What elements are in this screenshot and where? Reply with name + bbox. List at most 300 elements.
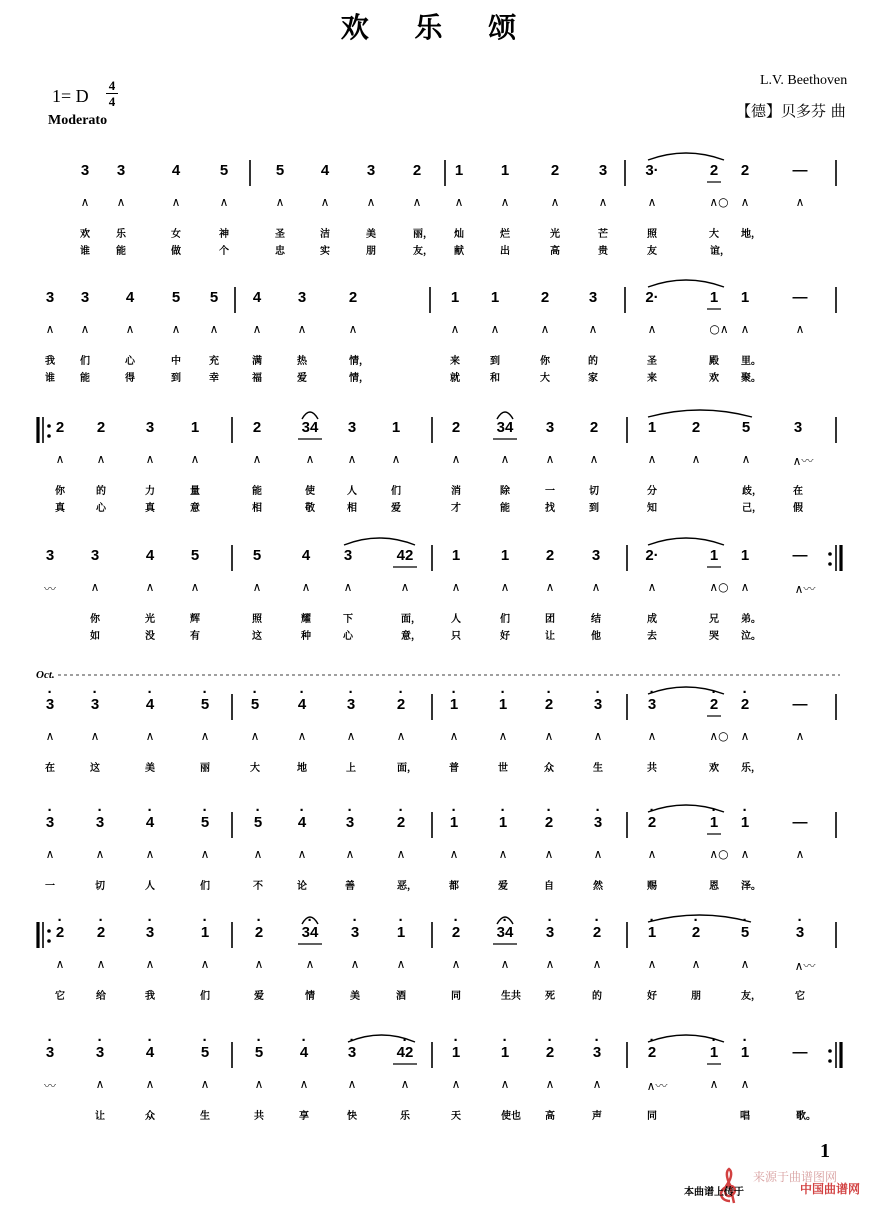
bowing-mark: ∧ (691, 452, 701, 466)
bowing-mark: ∧ (55, 452, 65, 466)
bowing-mark: ∧ (454, 195, 464, 209)
lyric: 己， (742, 503, 762, 514)
lyric: 相 (347, 503, 357, 514)
note: 2 (592, 924, 602, 941)
note: — (792, 162, 808, 179)
note: 3 (80, 289, 90, 306)
bowing-mark: ∧ (592, 1077, 602, 1091)
slur (648, 280, 724, 287)
bowing-mark: ∧ (500, 452, 510, 466)
lyric: 一 (545, 486, 555, 497)
note: 3 (598, 162, 608, 179)
note: 2· (645, 289, 659, 306)
octave-dot: · (742, 912, 748, 929)
bowing-mark: ∧ (795, 729, 805, 743)
bowing-mark: 〰 (43, 1079, 56, 1093)
lyric: 来 (450, 356, 460, 367)
note: 5 (254, 1044, 264, 1061)
lyric: 献 (454, 246, 464, 257)
lyric: 只 (451, 631, 461, 642)
bowing-mark: ∧ (200, 1077, 210, 1091)
repeat-dot (47, 939, 51, 943)
lyric: 做 (171, 246, 181, 257)
bowing-mark: ∧ (540, 322, 550, 336)
octave-dot: · (742, 684, 748, 701)
lyric: 乐 (400, 1111, 410, 1122)
bowing-mark: ∧ (95, 847, 105, 861)
note: 2 (589, 419, 599, 436)
note: 1 (709, 1044, 719, 1061)
octave-dot: · (348, 684, 354, 701)
note: 2 (540, 289, 550, 306)
lyric: 们 (391, 486, 401, 497)
bowing-mark: ∧ (647, 580, 657, 594)
octave-dot: · (47, 802, 53, 819)
bowing-mark: ∧ (795, 195, 805, 209)
lyric: 热 (297, 356, 307, 367)
lyric: 照 (647, 229, 657, 240)
bowing-mark: ∧ (145, 452, 155, 466)
note: 2 (550, 162, 560, 179)
note: 1 (740, 547, 750, 564)
note: 3 (45, 1044, 55, 1061)
slur (302, 412, 318, 419)
octave-dot: · (47, 1032, 53, 1049)
bowing-mark: ∧ (545, 452, 555, 466)
lyric: 在 (45, 763, 55, 774)
octave-dot: · (451, 684, 457, 701)
note: 3 (795, 924, 805, 941)
note: 3 (345, 814, 355, 831)
lyric: 心 (343, 631, 353, 642)
bowing-mark: ∧ (647, 322, 657, 336)
bowing-mark: ∧ (305, 957, 315, 971)
note: 2 (96, 419, 106, 436)
repeat-dot (47, 434, 51, 438)
lyric: 丽 (200, 763, 210, 774)
bowing-mark: ∧ (116, 195, 126, 209)
octave-dot: · (97, 802, 103, 819)
bowing-mark: ∧ (55, 957, 65, 971)
octave-dot: · (402, 1032, 408, 1049)
note: 2 (740, 162, 750, 179)
bowing-mark: ∧ (396, 957, 406, 971)
note: 2 (709, 696, 719, 713)
note: 3 (347, 1044, 357, 1061)
lyric: 这 (90, 763, 100, 774)
note: 5 (219, 162, 229, 179)
bowing-mark: ∧ (740, 580, 750, 594)
lyric: 辉 (190, 614, 200, 625)
lyric: 唱 (740, 1111, 750, 1122)
lyric: 友， (741, 991, 761, 1002)
bowing-mark: ∧ (343, 580, 353, 594)
bowing-mark: ∧ (740, 847, 750, 861)
bowing-mark: ∧ (588, 322, 598, 336)
lyric: 种 (301, 631, 311, 642)
bowing-mark: ∧ (345, 847, 355, 861)
bowing-mark: ∧ (350, 957, 360, 971)
bowing-mark: ∧ (592, 957, 602, 971)
note: 5 (200, 1044, 210, 1061)
lyric: 快 (347, 1111, 357, 1122)
lyric: 使 (305, 486, 315, 497)
octave-dot: · (147, 1032, 153, 1049)
lyric: 芒 (598, 229, 608, 240)
bowing-mark: ∧〰 (646, 1079, 668, 1093)
bowing-mark: ∧ (145, 729, 155, 743)
lyric: 去 (647, 631, 657, 642)
note: 2 (545, 547, 555, 564)
note: 2 (647, 1044, 657, 1061)
lyric: 得 (125, 373, 135, 384)
slur (497, 412, 513, 419)
note: 42 (396, 1044, 414, 1061)
octave-dot: · (147, 684, 153, 701)
note: 3 (545, 419, 555, 436)
octave-dot: · (256, 1032, 262, 1049)
bowing-mark: ∧ (250, 729, 260, 743)
note: 2 (412, 162, 422, 179)
octave-dot: · (649, 912, 655, 929)
note: 3· (645, 162, 659, 179)
bowing-mark: ∧ (297, 729, 307, 743)
lyric: 心 (96, 503, 106, 514)
lyric: 情 (305, 991, 315, 1002)
note: 34 (496, 419, 514, 436)
lyric: 殿 (709, 356, 719, 367)
lyric: 朋 (366, 246, 376, 257)
note: 4 (320, 162, 330, 179)
note: 2 (252, 419, 262, 436)
note: 1 (740, 814, 750, 831)
note: 2 (96, 924, 106, 941)
note: 1 (647, 419, 657, 436)
octave-dot: · (352, 912, 358, 929)
note: 3 (593, 696, 603, 713)
bowing-mark: ∧ (740, 957, 750, 971)
lyric: 真 (55, 503, 65, 514)
octave-dot: · (202, 1032, 208, 1049)
lyric: 你 (55, 486, 65, 497)
note: 3 (545, 924, 555, 941)
note: 1 (647, 924, 657, 941)
lyric: 团 (545, 614, 555, 625)
lyric: 生 (593, 763, 603, 774)
bowing-mark: ∧ (451, 1077, 461, 1091)
note: 1 (740, 1044, 750, 1061)
lyric: 高 (545, 1111, 555, 1122)
note: 2 (691, 419, 701, 436)
bowing-mark: ∧ (795, 847, 805, 861)
lyric: 同 (647, 1111, 657, 1122)
note: 42 (396, 547, 414, 564)
note: 5 (250, 696, 260, 713)
note: 1 (500, 162, 510, 179)
note: 2 (740, 696, 750, 713)
bowing-mark: ∧〰 (792, 454, 814, 468)
lyric: 众 (145, 1111, 155, 1122)
bowing-mark: ∧ (412, 195, 422, 209)
lyric: 敬 (305, 503, 315, 514)
bowing-mark: ∧ (589, 452, 599, 466)
lyric: 圣 (647, 356, 657, 367)
note: 1 (396, 924, 406, 941)
octave-dot: · (500, 684, 506, 701)
note: 1 (498, 696, 508, 713)
bowing-mark: ∧ (252, 580, 262, 594)
lyric: 人 (347, 486, 357, 497)
octave-dot: · (453, 1032, 459, 1049)
lyric: 谊， (710, 246, 730, 257)
lyric: 歧， (742, 486, 762, 497)
bowing-mark: ∧ (449, 847, 459, 861)
bowing-mark: ∧ (451, 957, 461, 971)
octave-dot: · (502, 912, 508, 929)
bowing-mark: ∧ (591, 580, 601, 594)
lyric: 这 (252, 631, 262, 642)
note: 1 (500, 547, 510, 564)
bowing-mark: ∧ (145, 1077, 155, 1091)
note: 2 (709, 162, 719, 179)
lyric: 除 (500, 486, 510, 497)
note: 2 (55, 924, 65, 941)
bowing-mark: ∧ (647, 195, 657, 209)
lyric: 众 (544, 763, 554, 774)
lyric: 谁 (45, 373, 55, 384)
page-number: 1 (820, 1140, 830, 1162)
lyric: 欢 (709, 763, 719, 774)
lyric: 爱 (391, 503, 401, 514)
note: 1 (449, 814, 459, 831)
note: 5 (740, 924, 750, 941)
bowing-mark: ∧ (544, 847, 554, 861)
note: 3 (45, 814, 55, 831)
lyric: 恶， (397, 881, 417, 892)
lyric: 享 (299, 1111, 309, 1122)
lyric: 欢 (80, 229, 90, 240)
octave-dot: · (547, 912, 553, 929)
bowing-mark: ∧ (593, 729, 603, 743)
lyric: 酒 (396, 991, 406, 1002)
lyric: 面， (397, 763, 417, 774)
note: 1 (451, 1044, 461, 1061)
note: 2 (451, 924, 461, 941)
composer-credit: 【德】贝多芬 曲 (736, 102, 846, 120)
lyric: 成 (647, 614, 657, 625)
slur (648, 153, 724, 160)
lyric: 好 (647, 991, 657, 1002)
bowing-mark: ∧ (396, 847, 406, 861)
lyric: 耀 (301, 614, 311, 625)
lyric: 善 (345, 881, 355, 892)
lyric: 它 (795, 991, 805, 1002)
bowing-mark: ∧ (171, 195, 181, 209)
bowing-mark: ∧ (80, 195, 90, 209)
lyric: 死 (545, 991, 555, 1002)
octave-dot: · (398, 802, 404, 819)
lyric: 声 (592, 1111, 602, 1122)
slur (648, 538, 724, 545)
bowing-mark: ∧○ (709, 729, 729, 743)
tempo-marking: Moderato (48, 113, 108, 128)
octave-dot: · (202, 802, 208, 819)
note: 3 (145, 419, 155, 436)
note: 1 (451, 547, 461, 564)
octave-dot: · (307, 912, 313, 929)
lyric: 使也 (501, 1111, 521, 1122)
bowing-mark: ∧ (500, 195, 510, 209)
note: 3 (116, 162, 126, 179)
lyric: 你 (90, 614, 100, 625)
note: — (792, 547, 808, 564)
lyric: 上 (346, 763, 356, 774)
lyric: 在 (793, 486, 803, 497)
note: 5 (171, 289, 181, 306)
bowing-mark: ∧ (348, 322, 358, 336)
note: 3 (647, 696, 657, 713)
note: 4 (145, 547, 155, 564)
octave-dot: · (500, 802, 506, 819)
lyric: 到 (490, 356, 500, 367)
lyric: 们 (200, 991, 210, 1002)
lyric: 然 (593, 881, 603, 892)
bowing-mark: ∧ (544, 729, 554, 743)
lyric: 他 (591, 631, 601, 642)
lyric: 地 (297, 763, 307, 774)
lyric: 歌。 (796, 1111, 816, 1122)
lyric: 切 (589, 486, 599, 497)
lyric: 神 (219, 229, 229, 240)
bowing-mark: ∧ (740, 729, 750, 743)
octave-dot: · (502, 1032, 508, 1049)
lyric: 弟。 (741, 614, 761, 625)
note: 2 (545, 1044, 555, 1061)
bowing-mark: ∧○ (709, 195, 729, 209)
lyric: 都 (449, 881, 459, 892)
bowing-mark: ∧ (451, 452, 461, 466)
lyric: 友， (413, 246, 433, 257)
octave-dot: · (349, 1032, 355, 1049)
bowing-mark: ∧ (740, 322, 750, 336)
lyric: 美 (350, 991, 360, 1002)
bowing-mark: ∧ (90, 580, 100, 594)
note: 2 (647, 814, 657, 831)
note: 3 (588, 289, 598, 306)
lyric: 天 (451, 1111, 461, 1122)
note: 1 (449, 696, 459, 713)
lyric: 量 (190, 486, 200, 497)
note: 2 (451, 419, 461, 436)
bowing-mark: ∧ (45, 729, 55, 743)
repeat-dot (828, 562, 832, 566)
octave-mark: Oct. (36, 669, 55, 681)
octave-dot: · (98, 912, 104, 929)
lyric: 女 (171, 229, 181, 240)
note: 3 (593, 814, 603, 831)
lyric: 世 (498, 763, 508, 774)
bowing-mark: ○∧ (709, 322, 729, 336)
bowing-mark: ∧ (297, 322, 307, 336)
bowing-mark: ∧ (320, 195, 330, 209)
lyric: 丽， (413, 229, 433, 240)
bowing-mark: ∧ (145, 580, 155, 594)
lyric: 们 (80, 356, 90, 367)
lyric: 分 (647, 486, 657, 497)
bowing-mark: ∧ (45, 322, 55, 336)
octave-dot: · (649, 802, 655, 819)
lyric: 能 (252, 486, 262, 497)
lyric: 谁 (80, 246, 90, 257)
octave-dot: · (649, 684, 655, 701)
octave-dot: · (147, 802, 153, 819)
lyric: 它 (55, 991, 65, 1002)
note: 4 (252, 289, 262, 306)
lyric: 消 (451, 486, 461, 497)
note: 3 (297, 289, 307, 306)
bowing-mark: ∧ (400, 1077, 410, 1091)
note: 1 (190, 419, 200, 436)
note: 5 (252, 547, 262, 564)
bowing-mark: ∧ (490, 322, 500, 336)
bowing-mark: ∧ (125, 322, 135, 336)
bowing-mark: ∧ (346, 729, 356, 743)
note: 2 (544, 814, 554, 831)
bowing-mark: ∧ (545, 957, 555, 971)
slur (344, 538, 415, 545)
bowing-mark: ∧ (598, 195, 608, 209)
repeat-dot (47, 929, 51, 933)
lyric: 意 (190, 503, 200, 514)
lyric: 们 (500, 614, 510, 625)
octave-dot: · (595, 684, 601, 701)
bowing-mark: ∧ (297, 847, 307, 861)
octave-dot: · (595, 802, 601, 819)
lyric: 圣 (275, 229, 285, 240)
lyric: 爱 (297, 373, 307, 384)
lyric: 共 (254, 1111, 264, 1122)
note: 4 (297, 814, 307, 831)
lyric: 我 (145, 991, 155, 1002)
lyric: 没 (145, 631, 155, 642)
lyric: 切 (95, 881, 105, 892)
note: 2 (396, 814, 406, 831)
note: 4 (171, 162, 181, 179)
repeat-dot (47, 424, 51, 428)
bowing-mark: ∧ (545, 1077, 555, 1091)
octave-dot: · (202, 684, 208, 701)
lyric: 出 (500, 246, 510, 257)
bowing-mark: ∧ (252, 452, 262, 466)
bowing-mark: ∧ (200, 729, 210, 743)
lyric: 一 (45, 881, 55, 892)
repeat-dot (828, 1059, 832, 1063)
lyric: 你 (540, 356, 550, 367)
octave-dot: · (742, 1032, 748, 1049)
note: 1 (709, 547, 719, 564)
lyric: 美 (366, 229, 376, 240)
lyric: 我 (45, 356, 55, 367)
octave-dot: · (594, 912, 600, 929)
composer-name: L.V. Beethoven (760, 73, 848, 88)
lyric: 情， (349, 373, 369, 384)
lyric: 面， (401, 614, 421, 625)
note: 1 (500, 1044, 510, 1061)
bowing-mark: ∧ (647, 847, 657, 861)
octave-dot: · (797, 912, 803, 929)
repeat-dot (828, 1049, 832, 1053)
note: 5 (200, 814, 210, 831)
